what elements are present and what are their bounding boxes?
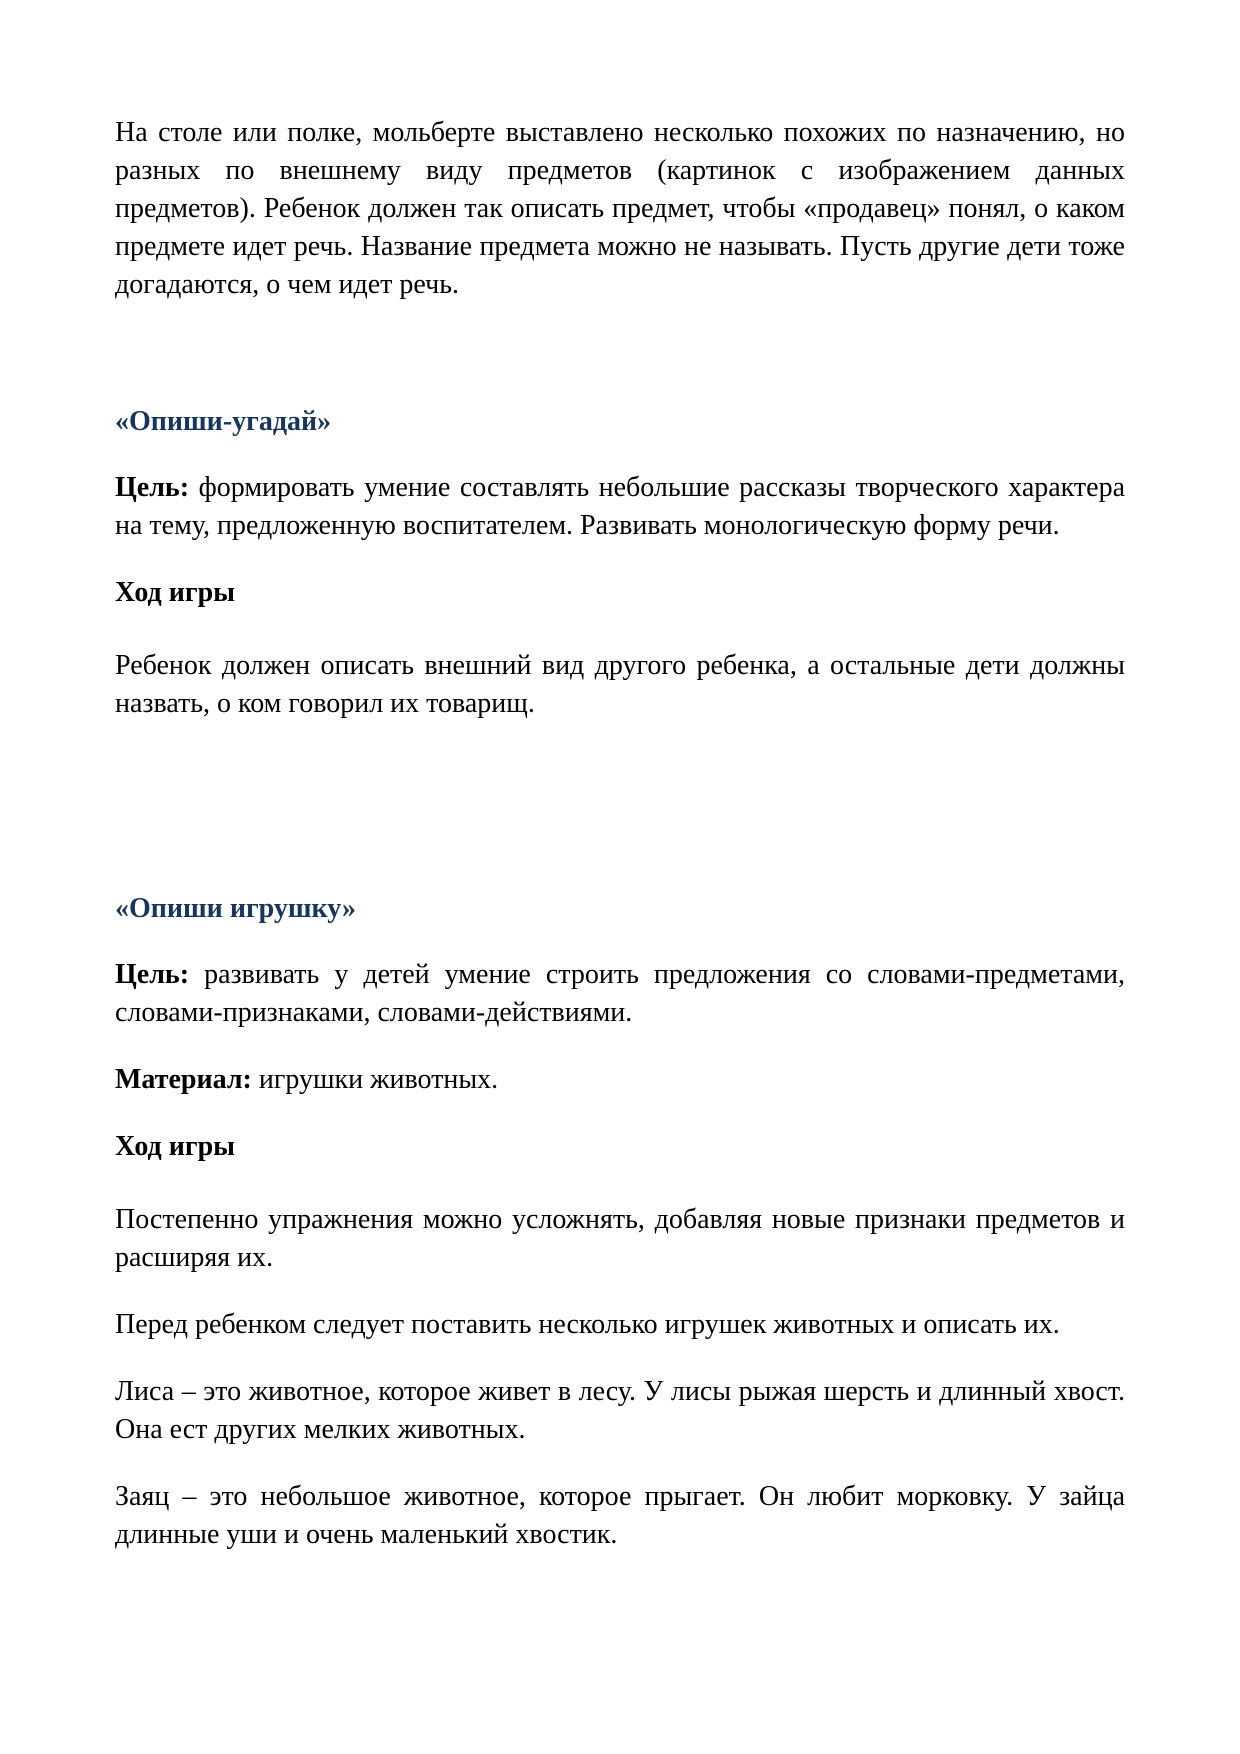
game2-material-paragraph <box>115 1061 1125 1099</box>
game1-flow-heading: Ход игры <box>115 577 235 608</box>
game2-flow-heading: Ход игры <box>115 1131 235 1162</box>
game2-material-text: игрушки животных. <box>258 1064 499 1095</box>
intro-paragraph <box>115 114 1125 304</box>
game2-material-label: Материал: <box>115 1064 252 1095</box>
game2-goal-text: развивать у детей умение строить предложения со словами-предметами, словами-признаками, словами-действиями. <box>115 959 1125 1028</box>
game1-flow-text: Ребенок должен описать внешний вид другого ребенка, а остальные дети должны назвать, о ком говорил их товарищ. <box>115 650 1125 719</box>
game2-flow-text-3: Лиса – это животное, которое живет в лесу. У лисы рыжая шерсть и длинный хвост. Она ест других мелких животных. <box>115 1376 1125 1445</box>
game1-goal-text: формировать умение составлять небольшие рассказы творческого характера на тему, предложенную воспитателем. Развивать монологическую форму речи. <box>115 472 1125 541</box>
game2-goal-paragraph <box>115 956 1125 1032</box>
game2-flow-paragraph-3 <box>115 1373 1125 1449</box>
game2-goal-label: Цель: <box>115 959 190 990</box>
game2-flow-paragraph-2 <box>115 1306 1125 1344</box>
game2-flow-paragraph-4 <box>115 1478 1125 1554</box>
game2-flow-paragraph-1 <box>115 1201 1125 1277</box>
game1-goal-label: Цель: <box>115 472 190 503</box>
game1-goal-paragraph <box>115 469 1125 545</box>
game2-title: «Опиши игрушку» <box>115 893 356 924</box>
game2-flow-text-1: Постепенно упражнения можно усложнять, добавляя новые признаки предметов и расширяя их. <box>115 1204 1125 1273</box>
game2-flow-text-2: Перед ребенком следует поставить несколько игрушек животных и описать их. <box>115 1309 1060 1340</box>
game1-title: «Опиши-угадай» <box>115 406 332 437</box>
game2-flow-text-4: Заяц – это небольшое животное, которое прыгает. Он любит морковку. У зайца длинные уши и очень маленький хвостик. <box>115 1481 1125 1550</box>
intro-paragraph-text: На столе или полке, мольберте выставлено несколько похожих по назначению, но разных по внешнему виду предметов (картинок с изображением данных предметов). Ребенок должен так описать предмет, чтобы «продавец» понял, о каком предмете идет речь. Название предмета можно не называть. Пусть другие дети тоже догадаются, о чем идет речь. <box>115 117 1125 300</box>
game1-flow-paragraph <box>115 647 1125 723</box>
